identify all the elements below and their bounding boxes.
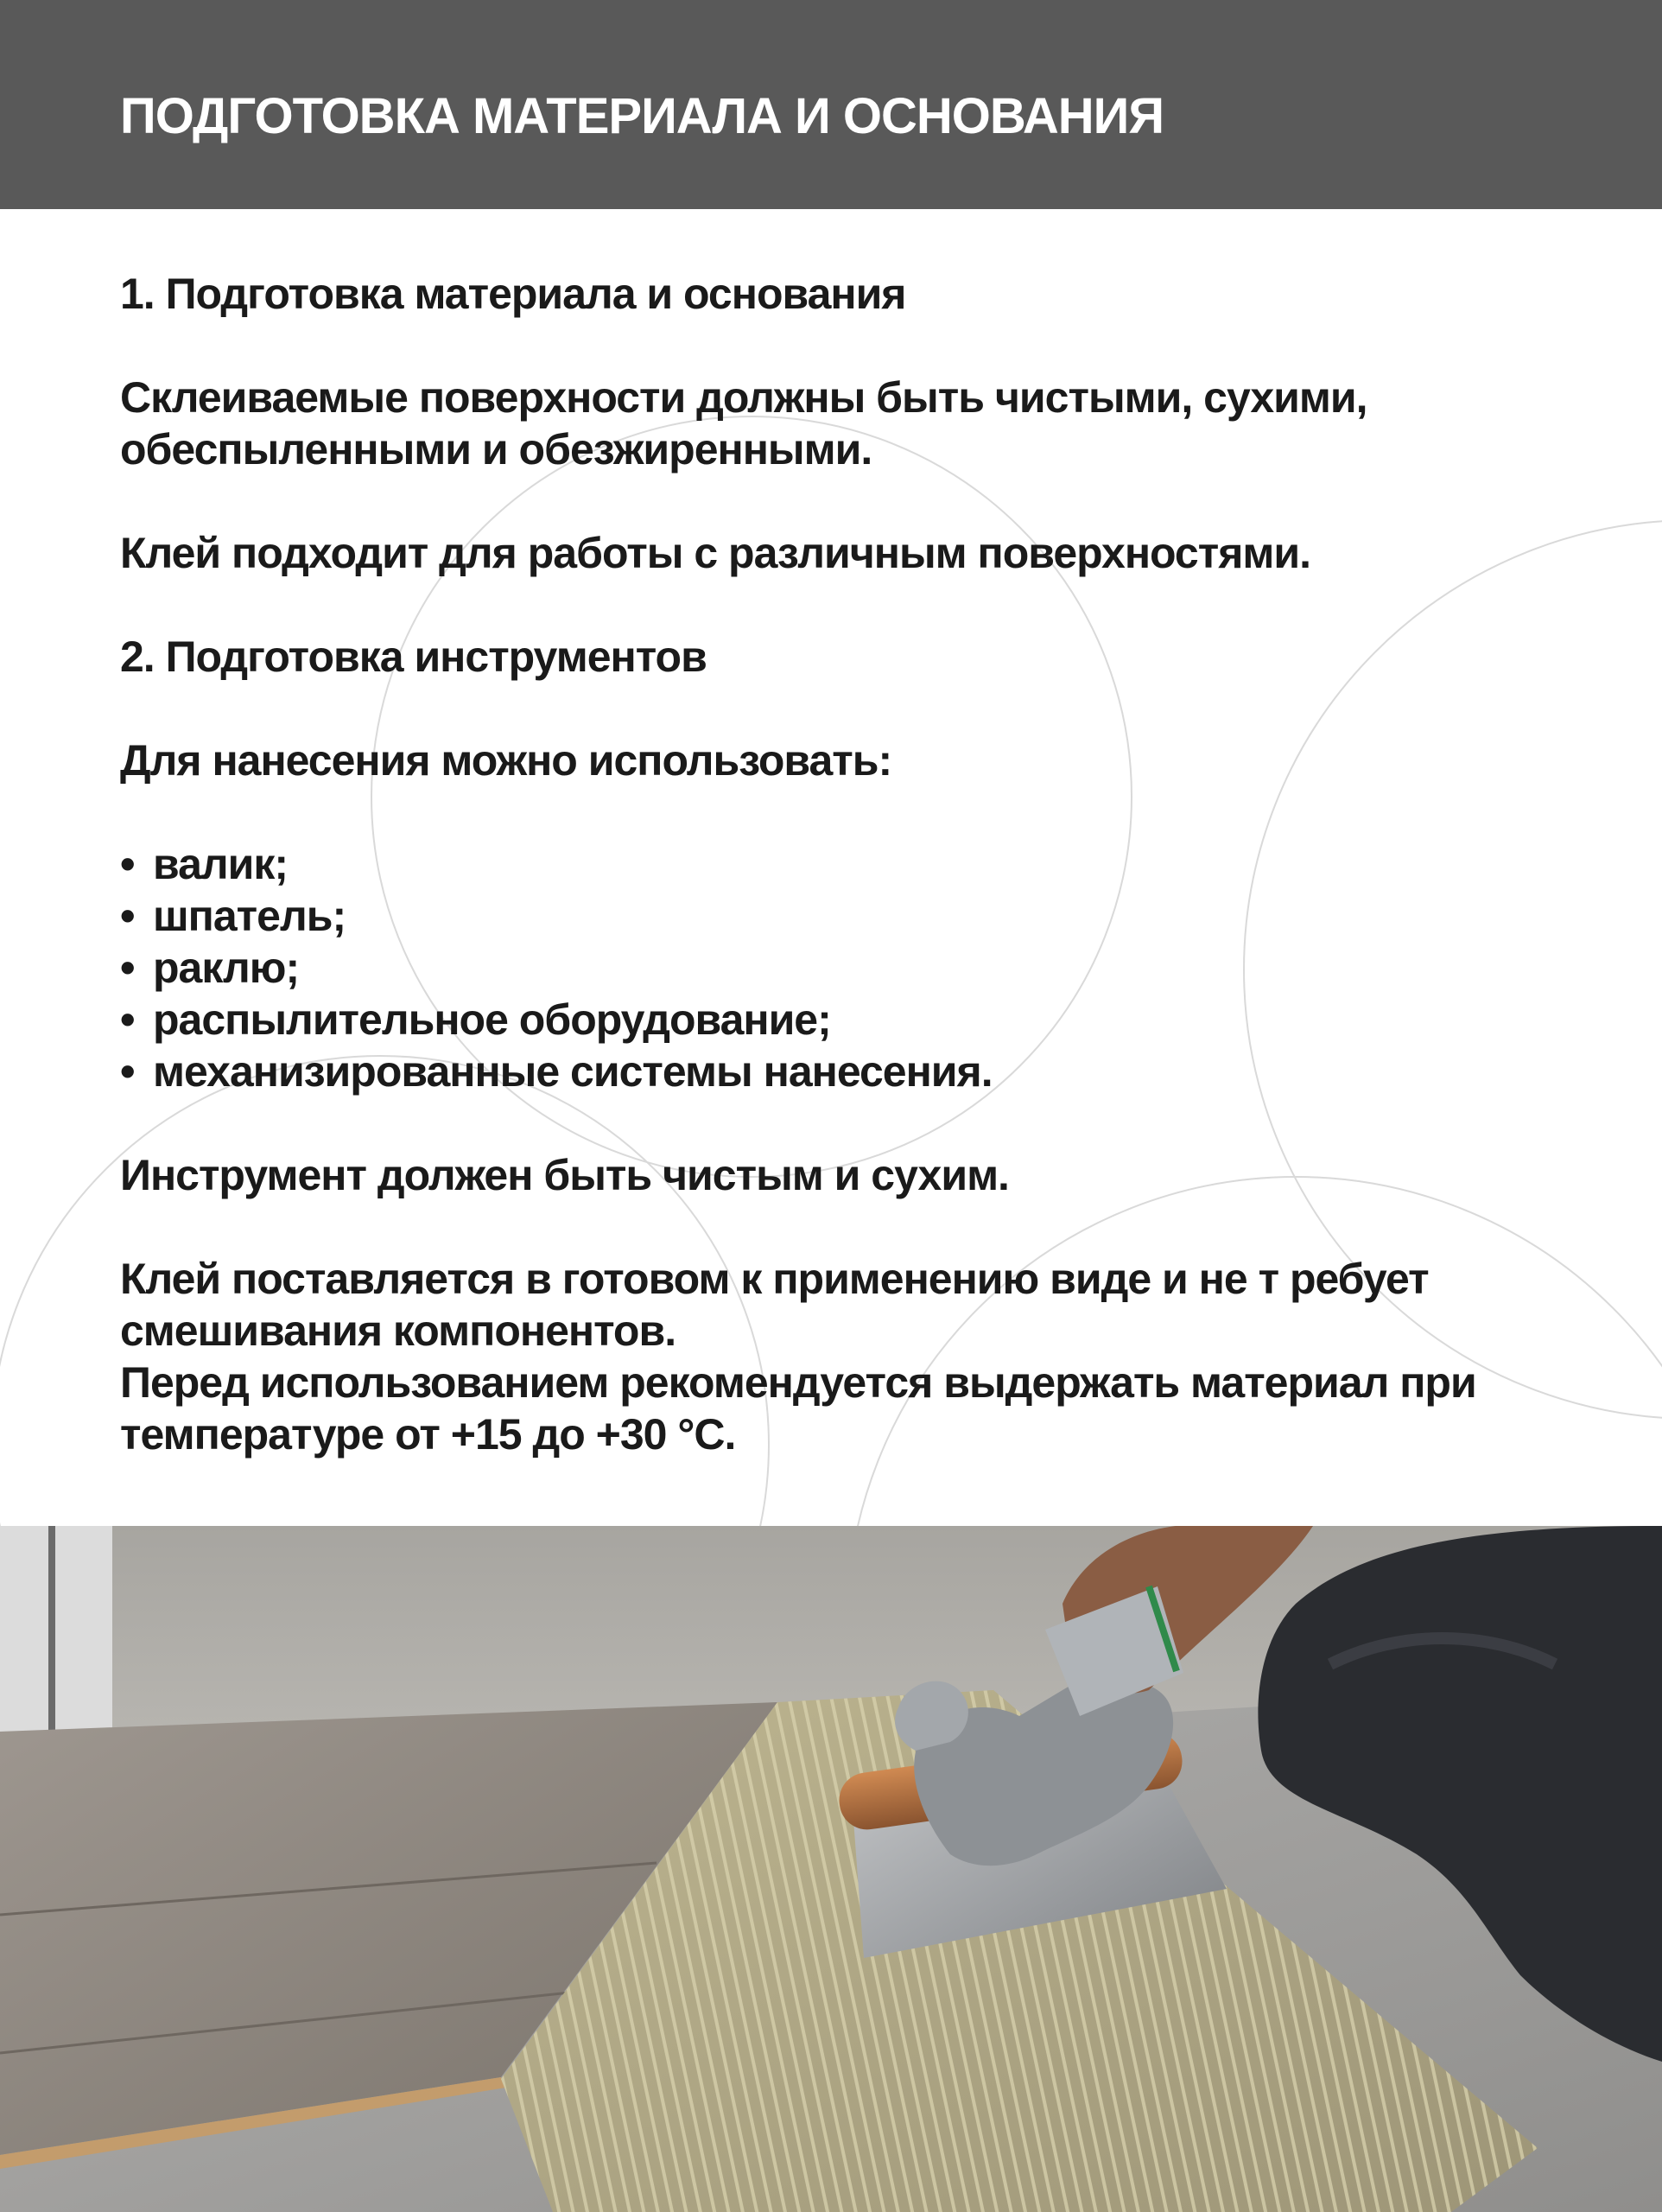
instructions-content bbox=[120, 268, 1640, 1460]
tool-label: раклю; bbox=[153, 944, 300, 992]
list-item bbox=[120, 994, 1640, 1046]
page-title: ПОДГОТОВКА МАТЕРИАЛА И ОСНОВАНИЯ bbox=[120, 88, 1164, 144]
photo-window bbox=[0, 1526, 112, 1761]
list-item bbox=[120, 890, 1640, 942]
bullet-icon: • bbox=[120, 892, 135, 940]
tool-condition: Инструмент должен быть чистым и сухим. bbox=[120, 1151, 1009, 1199]
tools-list bbox=[120, 838, 1640, 1097]
list-item bbox=[120, 1046, 1640, 1097]
adhesive-trowel-photo bbox=[0, 1526, 1662, 2212]
tool-label: валик; bbox=[153, 840, 289, 888]
tool-label: шпатель; bbox=[153, 892, 346, 940]
bullet-icon: • bbox=[120, 995, 135, 1044]
list-item bbox=[120, 942, 1640, 994]
section2-heading: 2. Подготовка инструментов bbox=[120, 632, 707, 681]
tools-intro: Для нанесения можно использовать: bbox=[120, 736, 892, 785]
photo-illustration bbox=[0, 1526, 1662, 2212]
list-item bbox=[120, 838, 1640, 890]
page-header bbox=[0, 0, 1662, 209]
temperature-note: Перед использованием рекомендуется выдержать материал при температуре от +15 до +30 °C. bbox=[120, 1358, 1476, 1459]
surface-compatibility: Клей подходит для работы с различным поверхностями. bbox=[120, 529, 1311, 577]
bullet-icon: • bbox=[120, 1047, 135, 1096]
bullet-icon: • bbox=[120, 944, 135, 992]
surface-requirements: Склеиваемые поверхности должны быть чистыми, сухими, обеспыленными и обезжиренными. bbox=[120, 373, 1367, 474]
tool-label: механизированные системы нанесения. bbox=[153, 1047, 993, 1096]
supply-note: Клей поставляется в готовом к применению виде и не т ребует смешивания компонентов. bbox=[120, 1255, 1429, 1355]
section1-heading: 1. Подготовка материала и основания bbox=[120, 270, 906, 318]
bullet-icon: • bbox=[120, 840, 135, 888]
tool-label: распылительное оборудование; bbox=[153, 995, 831, 1044]
